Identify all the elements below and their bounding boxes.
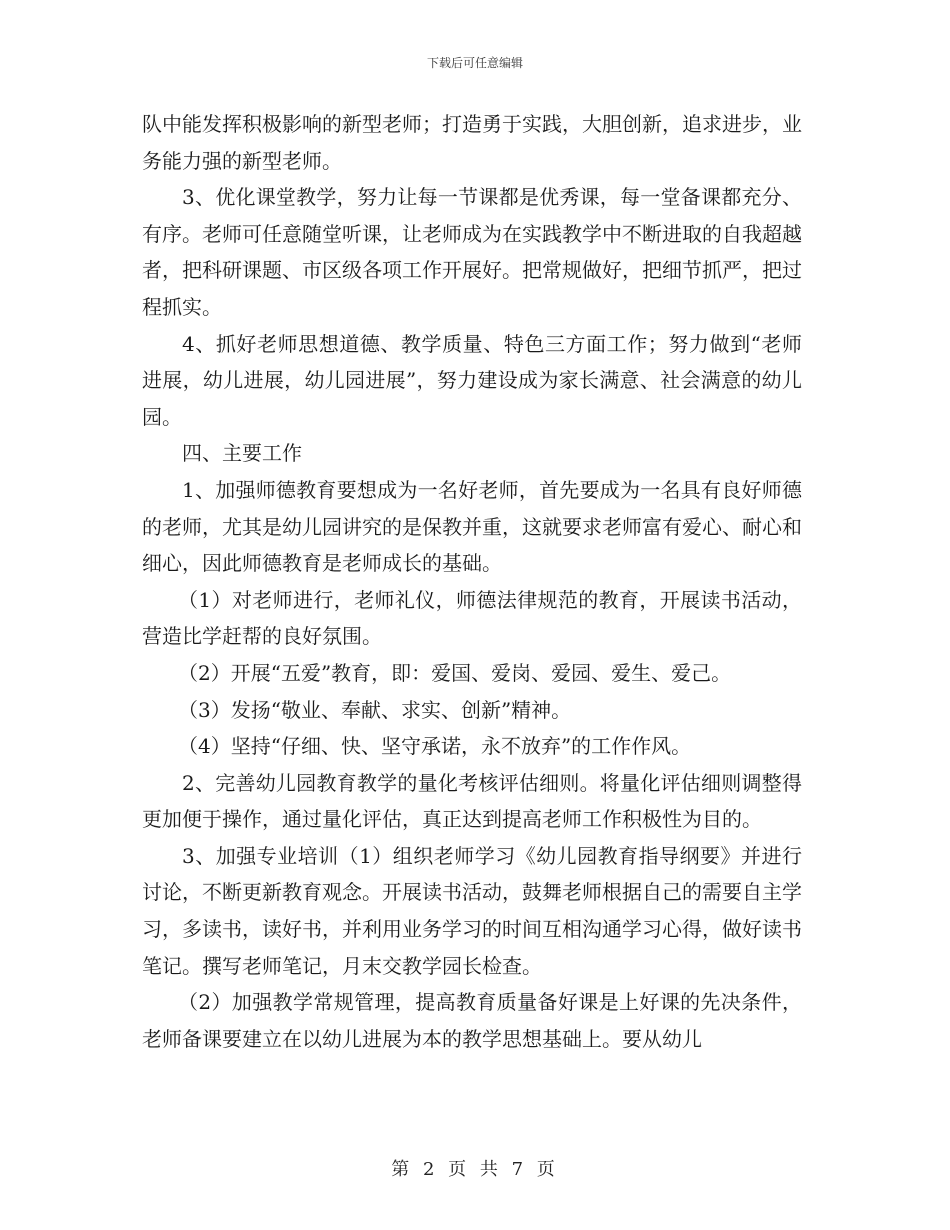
document-body (142, 106, 802, 1057)
paragraph: （3）发扬“敬业、奉献、求实、创新”精神。 (178, 697, 572, 722)
paragraph: 3、优化课堂教学，努力让每一节课都是优秀课，每一堂备课都充分、有序。老师可任意随堂听课，让老师成为在实践教学中不断进取的自我超越者，把科研课题、市区级各项工作开展好。把常规做好，把细节抓严，把过程抓实。 (142, 185, 802, 319)
paragraph: 1、加强师德教育要想成为一名好老师，首先要成为一名具有良好师德的老师，尤其是幼儿园讲究的是保教并重，这就要求老师富有爱心、耐心和细心，因此师德教育是老师成长的基础。 (142, 477, 802, 576)
paragraph: 4、抓好老师思想道德、教学质量、特色三方面工作；努力做到“老师进展，幼儿进展，幼儿园进展”，努力建设成为家长满意、社会满意的幼儿园。 (142, 331, 802, 429)
paragraph: （1）对老师进行，老师礼仪，师德法律规范的教育，开展读书活动，营造比学赶帮的良好氛围。 (142, 587, 802, 649)
paragraph: （2）加强教学常规管理，提高教育质量备好课是上好课的先决条件，老师备课要建立在以幼儿进展为本的教学思想基础上。要从幼儿 (142, 990, 802, 1051)
page-footer: 第 2 页 共 7 页 (391, 1159, 559, 1180)
paragraph: （4）坚持“仔细、快、坚守承诺，永不放弃”的工作作风。 (178, 734, 692, 759)
paragraph: 3、加强专业培训（1）组织老师学习《幼儿园教育指导纲要》并进行讨论，不断更新教育观念。开展读书活动，鼓舞老师根据自己的需要自主学习，多读书，读好书，并利用业务学习的时间互相沟通学习心得，做好读书笔记。撰写老师笔记，月末交教学园长检查。 (142, 843, 802, 978)
page-header: 下载后可任意编辑 (426, 56, 523, 70)
section-heading: 四、主要工作 (182, 441, 302, 466)
paragraph: 队中能发挥积极影响的新型老师；打造勇于实践，大胆创新，追求进步，业务能力强的新型老师。 (142, 112, 802, 173)
paragraph: 2、完善幼儿园教育教学的量化考核评估细则。将量化评估细则调整得更加便于操作，通过量化评估，真正达到提高老师工作积极性为目的。 (142, 770, 802, 832)
paragraph: （2）开展“五爱”教育，即：爱国、爱岗、爱园、爱生、爱己。 (178, 660, 732, 685)
